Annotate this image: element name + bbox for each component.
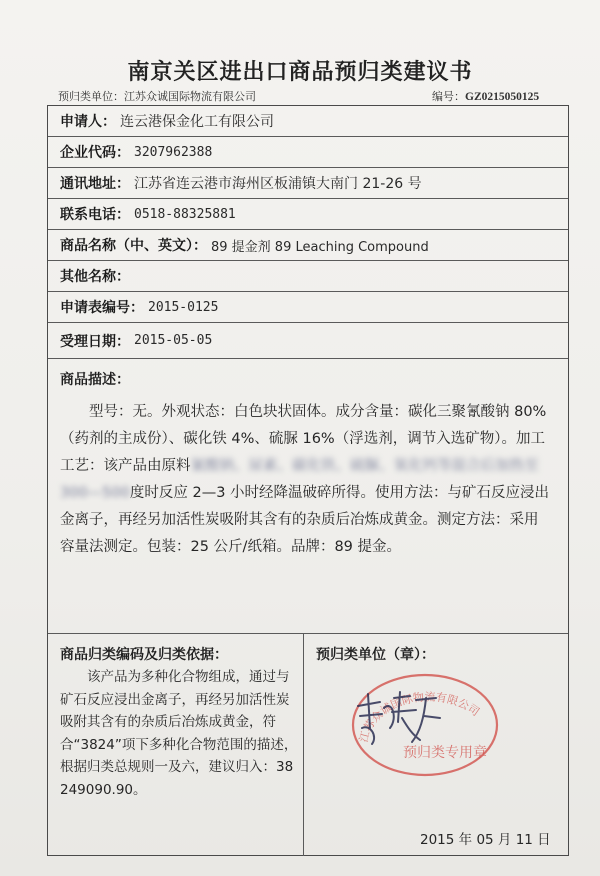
field-label: 企业代码： bbox=[60, 145, 130, 161]
field-label: 商品名称（中、英文）： bbox=[60, 238, 207, 254]
field-value: 连云港保金化工有限公司 bbox=[120, 114, 274, 130]
field-row-phone bbox=[48, 199, 568, 230]
field-value: 2015-05-05 bbox=[134, 333, 213, 348]
field-value: 江苏省连云港市海州区板浦镇大南门 21-26 号 bbox=[134, 176, 422, 192]
description-label: 商品描述： bbox=[60, 372, 130, 388]
classification-label: 商品归类编码及归类依据： bbox=[60, 647, 228, 663]
seal-bottom-text: 预归类专用章 bbox=[403, 745, 487, 761]
field-label: 通讯地址： bbox=[60, 176, 130, 192]
field-row-acceptance-date bbox=[48, 323, 568, 359]
field-row-product-name bbox=[48, 230, 568, 261]
field-row-address bbox=[48, 168, 568, 199]
description-text bbox=[60, 399, 550, 561]
pre-classification-unit-label: 预归类单位（章）： bbox=[316, 647, 435, 663]
handwritten-signature bbox=[350, 688, 445, 748]
redacted-text: 氰酸钠、尿素、碳化铁、硫脲、氧化钙等混合后加热至 300—500 bbox=[60, 458, 539, 501]
field-label: 受理日期： bbox=[60, 333, 130, 350]
description-part-2: 度时反应 2—3 小时经降温破碎所得。使用方法：与矿石反应浸出金离子，再经另加活性炭吸附其含有的杂质后冶炼成黄金。测定方法：采用容量法测定。包装：25 公斤/纸箱。品牌：89 提金。 bbox=[60, 485, 550, 555]
serial-label: 编号： bbox=[432, 90, 465, 103]
field-value: 0518-88325881 bbox=[134, 206, 236, 222]
seal-text: 江苏众诚国际物流有限公司 bbox=[357, 690, 482, 744]
classification-text: 该产品为多种化合物组成，通过与矿石反应浸出金离子，再经另加活性炭吸附其含有的杂质后冶炼成黄金，符合“3824”项下多种化合物范围的描述，根据归类总规则一及六，建议归入：38249090.90。 bbox=[60, 669, 298, 798]
field-row-application-no bbox=[48, 292, 568, 323]
description-part-1: 型号：无。外观状态：白色块状固体。成分含量：碳化三聚氰酸钠 80%（药剂的主成份）、碳化铁 4%、硫脲 16%（浮选剂，调节入选矿物）。加工工艺：该产品由原料 bbox=[60, 404, 547, 474]
field-label: 申请人： bbox=[60, 114, 116, 130]
field-label: 其他名称： bbox=[60, 269, 130, 285]
document-title: 南京关区进出口商品预归类建议书 bbox=[127, 60, 473, 85]
field-value: 89 提金剂 89 Leaching Compound bbox=[211, 239, 429, 255]
field-label: 联系电话： bbox=[60, 207, 130, 223]
field-row-applicant bbox=[48, 106, 568, 137]
field-value: 3207962388 bbox=[134, 144, 213, 160]
field-row-company-code bbox=[48, 137, 568, 168]
issue-date: 2015 年 05 月 11 日 bbox=[420, 832, 551, 848]
product-description-section bbox=[48, 359, 568, 634]
field-value: 2015-0125 bbox=[148, 299, 219, 315]
serial-value: GZ0215050125 bbox=[465, 91, 540, 103]
field-label: 申请表编号： bbox=[60, 300, 144, 316]
column-divider bbox=[303, 634, 304, 856]
applicant-unit-label: 预归类单位： bbox=[58, 90, 124, 103]
applicant-unit-value: 江苏众诚国际物流有限公司 bbox=[124, 90, 256, 103]
serial-number-line bbox=[432, 88, 539, 104]
field-row-other-name bbox=[48, 261, 568, 292]
applicant-unit-line bbox=[58, 88, 256, 104]
